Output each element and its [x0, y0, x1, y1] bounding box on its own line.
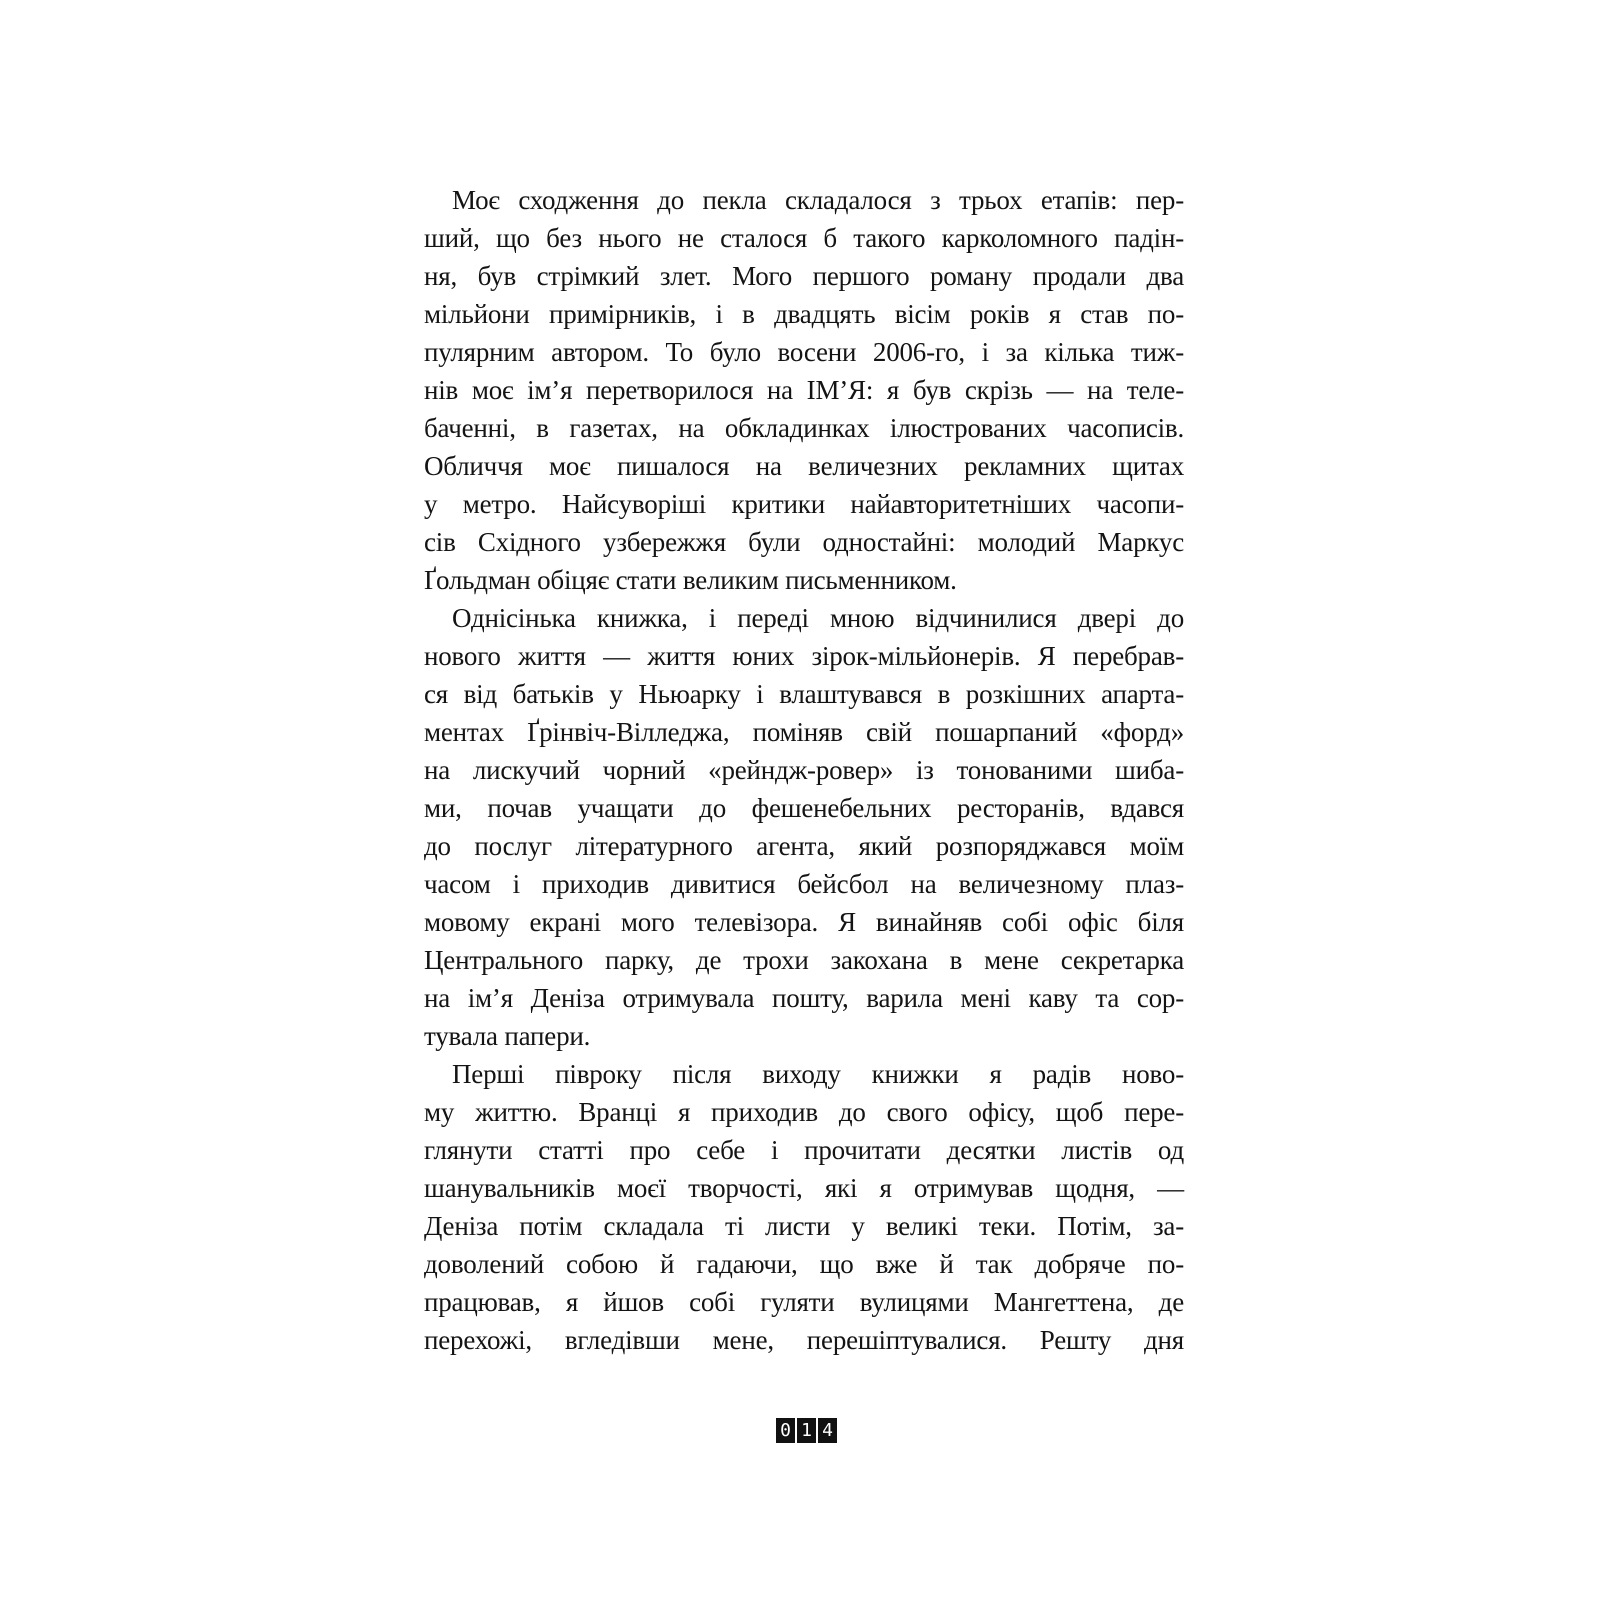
- text-line: у метро. Найсуворіші критики найавторитетніших часопи-: [424, 489, 1184, 519]
- text-line: ментах Ґрінвіч-Вілледжа, поміняв свій пошарпаний «форд»: [424, 717, 1184, 747]
- text-line: доволений собою й гадаючи, що вже й так добряче по-: [424, 1249, 1184, 1279]
- text-line: нів моє ім’я перетворилося на ІМ’Я: я був скрізь — на теле-: [424, 375, 1184, 405]
- text-line: на ім’я Деніза отримувала пошту, варила мені каву та сор-: [424, 983, 1184, 1013]
- text-line: на лискучий чорний «рейндж-ровер» із тонованими шиба-: [424, 755, 1184, 785]
- text-line: перехожі, вгледівши мене, перешіптувалися. Решту дня: [424, 1325, 1184, 1355]
- text-line: працював, я йшов собі гуляти вулицями Мангеттена, де: [424, 1287, 1184, 1317]
- text-line: Обличчя моє пишалося на величезних рекламних щитах: [424, 451, 1184, 481]
- paragraph: [424, 181, 1184, 599]
- text-line: Ґольдман обіцяє стати великим письменником.: [424, 565, 957, 595]
- page-number-digit: 1: [797, 1418, 816, 1443]
- text-line: тувала папери.: [424, 1021, 591, 1051]
- text-line: Центрального парку, де трохи закохана в мене секретарка: [424, 945, 1184, 975]
- text-line: Перші півроку після виходу книжки я радів ново-: [452, 1059, 1184, 1089]
- text-line: Моє сходження до пекла складалося з трьох етапів: пер-: [452, 185, 1184, 215]
- page-number: [776, 1418, 837, 1443]
- text-line: ми, почав учащати до фешенебельних ресторанів, вдався: [424, 793, 1184, 823]
- text-line: Деніза потім складала ті листи у великі теки. Потім, за-: [424, 1211, 1184, 1241]
- text-line: Однісінька книжка, і переді мною відчинилися двері до: [452, 603, 1184, 633]
- text-line: нового життя — життя юних зірок-мільйонерів. Я перебрав-: [424, 641, 1184, 671]
- text-line: мовому екрані мого телевізора. Я винайняв собі офіс біля: [424, 907, 1184, 937]
- text-line: шанувальників моєї творчості, які я отримував щодня, —: [424, 1173, 1184, 1203]
- text-line: баченні, в газетах, на обкладинках ілюстрованих часописів.: [424, 413, 1184, 443]
- paragraph: [424, 599, 1184, 1055]
- paragraph: [424, 1055, 1184, 1359]
- text-line: пулярним автором. То було восени 2006-го, і за кілька тиж-: [424, 337, 1184, 367]
- text-line: ший, що без нього не сталося б такого карколомного падін-: [424, 223, 1184, 253]
- text-line: сів Східного узбережжя були одностайні: молодий Маркус: [424, 527, 1184, 557]
- text-line: глянути статті про себе і прочитати десятки листів од: [424, 1135, 1184, 1165]
- text-line: мільйони примірників, і в двадцять вісім років я став по-: [424, 299, 1184, 329]
- page-number-digit: 4: [818, 1418, 837, 1443]
- page-text: [424, 181, 1184, 1359]
- text-line: часом і приходив дивитися бейсбол на величезному плаз-: [424, 869, 1184, 899]
- text-line: му життю. Вранці я приходив до свого офісу, щоб пере-: [424, 1097, 1184, 1127]
- text-line: ся від батьків у Ньюарку і влаштувався в розкішних апарта-: [424, 679, 1184, 709]
- page-number-digit: 0: [776, 1418, 795, 1443]
- text-line: до послуг літературного агента, який розпоряджався моїм: [424, 831, 1184, 861]
- text-line: ня, був стрімкий злет. Мого першого роману продали два: [424, 261, 1184, 291]
